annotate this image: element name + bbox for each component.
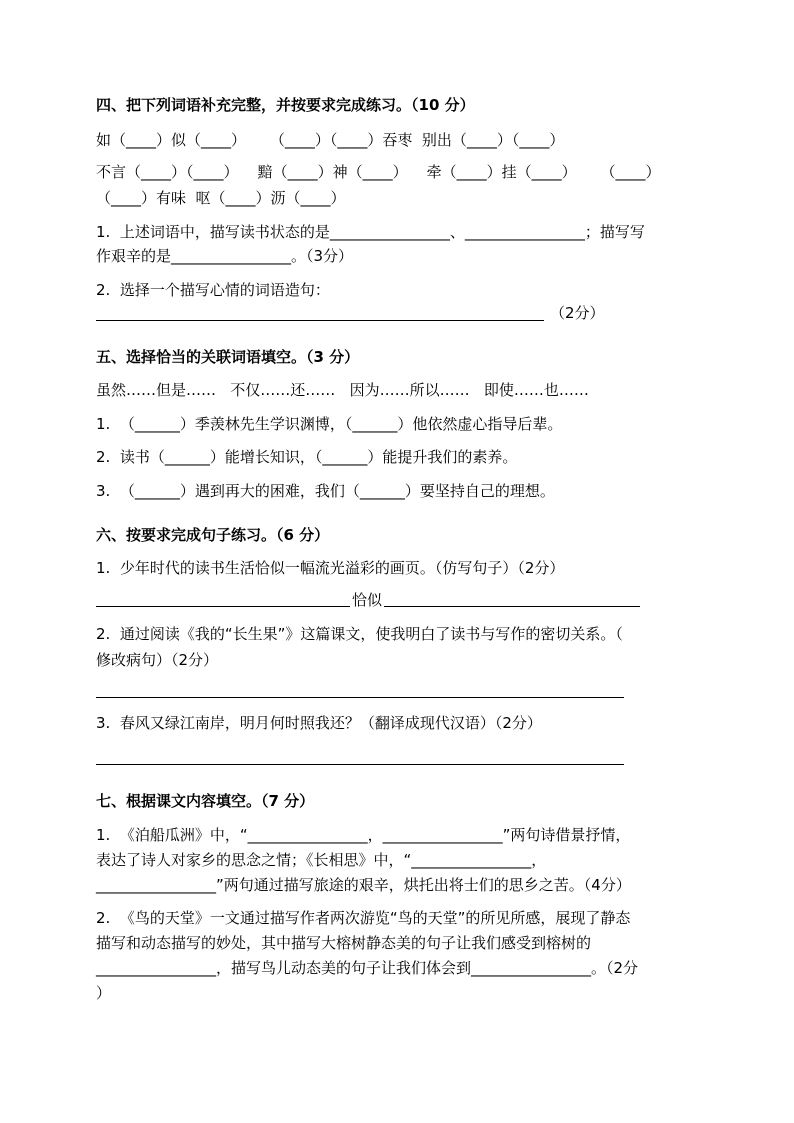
section-7-question-1-line-2: 表达了诗人对家乡的思念之情；《长相思》中，“________________， [96, 851, 547, 869]
section-5-options: 虽然……但是…… 不仅……还…… 因为……所以…… 即使……也…… [96, 381, 589, 399]
section-7-question-2-line-3: ________________，描写鸟儿动态美的句子让我们体会到________________。（2分 [96, 959, 639, 977]
section-7-question-2-line-2: 描写和动态描写的妙处，其中描写大榕树静态美的句子让我们感受到榕树的 [96, 934, 592, 952]
section-4-title: 四、把下列词语补充完整，并按要求完成练习。（10 分） [96, 96, 475, 114]
section-5-question-1: 1. （______）季羡林先生学识渊博，（______）他依然虚心指导后辈。 [96, 415, 563, 433]
section-4-words-line-1: 如（____）似（____） （____）（____）吞枣 别出（____）（____） [96, 131, 565, 149]
section-4-answer-line[interactable] [96, 320, 544, 321]
section-6-question-3: 3. 春风又绿江南岸，明月何时照我还？（翻译成现代汉语）（2分） [96, 714, 542, 732]
section-7-question-1-line-3: ________________”两句通过描写旅途的艰辛，烘托出将士们的思乡之苦。（4分） [96, 876, 631, 894]
section-4-question-1-line-1: 1. 上述词语中，描写读书状态的是________________、________________；描写写 [96, 223, 645, 241]
section-6-question-1-mid: 恰似 [352, 591, 383, 609]
section-6-answer-line-1a[interactable] [96, 606, 350, 607]
section-4-words-line-2: 不言（____）（____） 黯（____）神（____） 牵（____）挂（____） （____） [96, 163, 661, 181]
section-6-question-2-line-1: 2. 通过阅读《我的“长生果”》这篇课文，使我明白了读书与写作的密切关系。（ [96, 625, 623, 643]
section-7-question-2-line-4: ） [96, 984, 112, 1002]
section-7-title: 七、根据课文内容填空。（7 分） [96, 792, 315, 810]
section-6-title: 六、按要求完成句子练习。（6 分） [96, 526, 330, 544]
section-4-question-2-score: （2分） [550, 304, 605, 322]
section-7-question-2-line-1: 2. 《鸟的天堂》一文通过描写作者两次游览“鸟的天堂”的所见所感，展现了静态 [96, 909, 631, 927]
section-5-title: 五、选择恰当的关联词语填空。（3 分） [96, 348, 360, 366]
section-4-question-2: 2. 选择一个描写心情的词语造句： [96, 281, 330, 299]
section-6-answer-line-2[interactable] [96, 697, 624, 698]
section-5-question-2: 2. 读书（______）能增长知识，（______）能提升我们的素养。 [96, 448, 518, 466]
section-4-words-line-3: （____）有味 呕（____）沥（____） [96, 189, 346, 207]
section-4-question-1-line-2: 作艰辛的是________________。（3分） [96, 247, 354, 265]
section-6-question-2-line-2: 修改病句）（2分） [96, 651, 219, 669]
section-6-answer-line-1b[interactable] [384, 606, 640, 607]
section-6-question-1: 1. 少年时代的读书生活恰似一幅流光溢彩的画页。（仿写句子）（2分） [96, 559, 565, 577]
section-5-question-3: 3. （______）遇到再大的困难，我们（______）要坚持自己的理想。 [96, 482, 555, 500]
section-6-answer-line-3[interactable] [96, 764, 624, 765]
section-7-question-1-line-1: 1. 《泊船瓜洲》中，“________________，________________”两句诗借景抒情， [96, 826, 631, 844]
